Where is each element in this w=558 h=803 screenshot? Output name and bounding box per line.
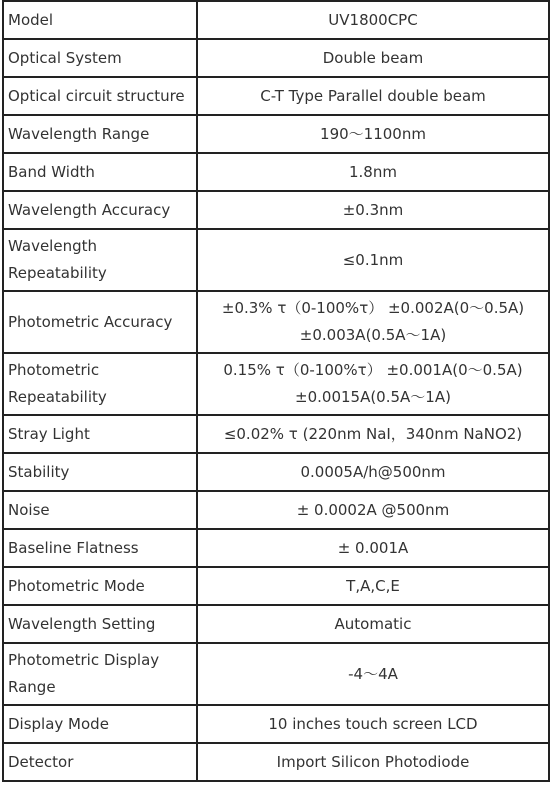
- table-row: [3, 353, 549, 415]
- table-row: [3, 153, 549, 191]
- value-cell: [197, 77, 549, 115]
- parameter-cell: Wavelength Accuracy: [3, 191, 197, 229]
- value-cell: [197, 229, 549, 291]
- value-cell: [197, 567, 549, 605]
- parameter-cell: Stray Light: [3, 415, 197, 453]
- parameter-cell: Optical circuit structure: [3, 77, 197, 115]
- value-text: 1.8nm: [349, 162, 397, 181]
- parameter-cell: Wavelength Range: [3, 115, 197, 153]
- value-text: UV1800CPC: [328, 10, 418, 29]
- table-row: [3, 605, 549, 643]
- parameter-cell: Photometric Mode: [3, 567, 197, 605]
- value-text: ±0.003A(0.5A～1A): [299, 326, 447, 344]
- table-row: [3, 229, 549, 291]
- value-text: ±0.3% τ（0-100%τ） ±0.002A(0～0.5A): [221, 299, 525, 317]
- parameter-cell: Optical System: [3, 39, 197, 77]
- value-cell: [197, 453, 549, 491]
- parameter-cell: Stability: [3, 453, 197, 491]
- value-cell: [197, 415, 549, 453]
- value-text: 190～1100nm: [320, 124, 426, 143]
- value-cell: [197, 605, 549, 643]
- value-cell: [197, 39, 549, 77]
- parameter-cell: Wavelength Setting: [3, 605, 197, 643]
- parameter-cell: Noise: [3, 491, 197, 529]
- table-row: [3, 39, 549, 77]
- value-text: ± 0.001A: [337, 538, 409, 557]
- value-cell: [197, 191, 549, 229]
- specification-table-body: [3, 1, 549, 781]
- value-cell: [197, 1, 549, 39]
- value-cell: [197, 643, 549, 705]
- table-row: [3, 191, 549, 229]
- value-text: T,A,C,E: [346, 576, 400, 595]
- value-cell: [197, 491, 549, 529]
- value-text: 0.15% τ（0-100%τ） ±0.001A(0～0.5A): [223, 361, 523, 379]
- parameter-cell: Photometric Display Range: [3, 643, 197, 705]
- parameter-cell: Model: [3, 1, 197, 39]
- parameter-cell: Baseline Flatness: [3, 529, 197, 567]
- value-text: -4～4A: [348, 664, 398, 683]
- table-row: [3, 567, 549, 605]
- parameter-cell: Band Width: [3, 153, 197, 191]
- parameter-cell: Wavelength Repeatability: [3, 229, 197, 291]
- value-cell: [197, 353, 549, 415]
- value-text: 0.0005A/h@500nm: [300, 462, 446, 481]
- table-row: [3, 453, 549, 491]
- table-row: [3, 115, 549, 153]
- value-cell: [197, 115, 549, 153]
- value-cell: [197, 705, 549, 743]
- value-text: ≤0.02% τ (220nm NaI，340nm NaNO2): [223, 424, 523, 443]
- table-row: [3, 743, 549, 781]
- table-row: [3, 415, 549, 453]
- specification-table: [2, 0, 550, 782]
- parameter-cell: Detector: [3, 743, 197, 781]
- value-cell: [197, 529, 549, 567]
- value-text: ±0.3nm: [342, 200, 404, 219]
- value-text: C-T Type Parallel double beam: [260, 86, 486, 105]
- table-row: [3, 1, 549, 39]
- value-cell: [197, 153, 549, 191]
- value-text: Import Silicon Photodiode: [276, 752, 470, 771]
- parameter-cell: Display Mode: [3, 705, 197, 743]
- value-text: ≤0.1nm: [342, 250, 404, 269]
- value-text: ± 0.0002A @500nm: [296, 500, 450, 519]
- value-cell: [197, 743, 549, 781]
- table-row: [3, 705, 549, 743]
- table-row: [3, 643, 549, 705]
- value-text: Double beam: [322, 48, 424, 67]
- table-row: [3, 77, 549, 115]
- table-row: [3, 529, 549, 567]
- table-row: [3, 491, 549, 529]
- table-row: [3, 291, 549, 353]
- value-text: ±0.0015A(0.5A～1A): [295, 388, 451, 406]
- parameter-cell: Photometric Accuracy: [3, 291, 197, 353]
- value-text: Automatic: [334, 614, 412, 633]
- value-text: 10 inches touch screen LCD: [268, 714, 478, 733]
- parameter-cell: Photometric Repeatability: [3, 353, 197, 415]
- value-cell: [197, 291, 549, 353]
